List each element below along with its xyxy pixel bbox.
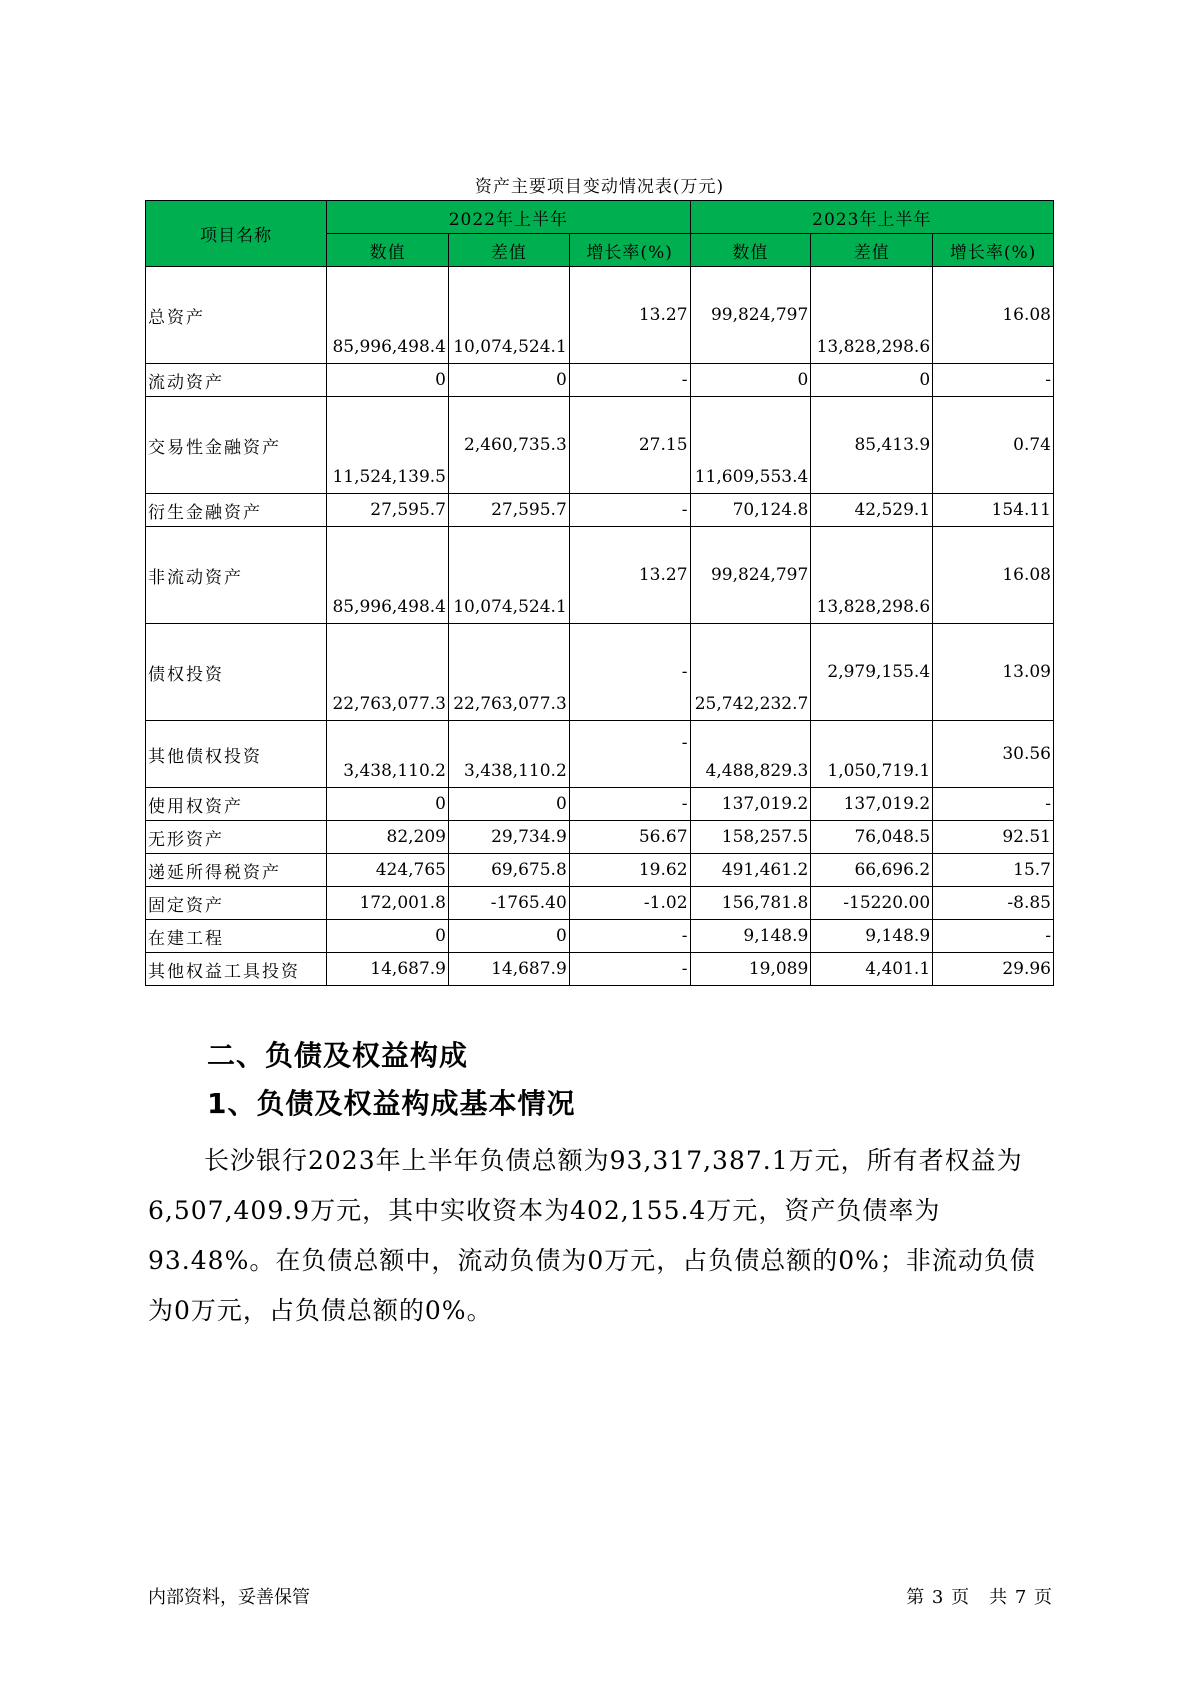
table-caption: 资产主要项目变动情况表(万元) — [474, 177, 725, 197]
row-name: 债权投资 — [146, 624, 327, 721]
cell-growth-2022: - — [569, 494, 690, 527]
cell-diff-2022: 0 — [449, 364, 570, 397]
cell-value-2022: 172,001.8 — [327, 887, 449, 920]
table-row — [146, 721, 1054, 788]
cell-diff-2022: 22,763,077.3 — [449, 624, 570, 721]
cell-diff-2022: -1765.40 — [449, 887, 570, 920]
cell-value-2022: 14,687.9 — [327, 953, 449, 986]
cell-diff-2023: 42,529.1 — [811, 494, 933, 527]
cell-diff-2022: 27,595.7 — [449, 494, 570, 527]
cell-value-2023: 70,124.8 — [690, 494, 811, 527]
cell-diff-2023: 137,019.2 — [811, 788, 933, 821]
table-row — [146, 494, 1054, 527]
table-row — [146, 397, 1054, 494]
cell-diff-2023: 66,696.2 — [811, 854, 933, 887]
cell-growth-2023: 13.09 — [933, 624, 1054, 721]
cell-growth-2022: - — [569, 624, 690, 721]
cell-value-2023: 9,148.9 — [690, 920, 811, 953]
cell-growth-2023: -8.85 — [933, 887, 1054, 920]
cell-value-2022: 27,595.7 — [327, 494, 449, 527]
subsection-heading: 1、负债及权益构成基本情况 — [207, 1087, 576, 1120]
cell-diff-2022: 0 — [449, 920, 570, 953]
cell-value-2022: 85,996,498.4 — [327, 527, 449, 624]
cell-growth-2022: 13.27 — [569, 527, 690, 624]
cell-diff-2023: 13,828,298.6 — [811, 267, 933, 364]
table-row — [146, 267, 1054, 364]
cell-diff-2022: 2,460,735.3 — [449, 397, 570, 494]
table-row — [146, 920, 1054, 953]
table-row — [146, 953, 1054, 986]
header-growth-2022: 增长率(%) — [569, 234, 690, 267]
cell-value-2022: 0 — [327, 920, 449, 953]
cell-growth-2022: 27.15 — [569, 397, 690, 494]
row-name: 在建工程 — [146, 920, 327, 953]
cell-diff-2022: 0 — [449, 788, 570, 821]
cell-value-2023: 491,461.2 — [690, 854, 811, 887]
header-period-2022: 2022年上半年 — [327, 201, 690, 234]
cell-diff-2023: 2,979,155.4 — [811, 624, 933, 721]
header-period-2023: 2023年上半年 — [690, 201, 1053, 234]
cell-value-2022: 0 — [327, 364, 449, 397]
row-name: 无形资产 — [146, 821, 327, 854]
cell-growth-2022: 56.67 — [569, 821, 690, 854]
cell-diff-2022: 3,438,110.2 — [449, 721, 570, 788]
cell-diff-2023: 4,401.1 — [811, 953, 933, 986]
cell-growth-2023: 29.96 — [933, 953, 1054, 986]
table-row — [146, 854, 1054, 887]
row-name: 交易性金融资产 — [146, 397, 327, 494]
row-name: 总资产 — [146, 267, 327, 364]
cell-diff-2022: 29,734.9 — [449, 821, 570, 854]
cell-value-2022: 11,524,139.5 — [327, 397, 449, 494]
cell-diff-2023: 1,050,719.1 — [811, 721, 933, 788]
cell-growth-2023: - — [933, 920, 1054, 953]
cell-value-2022: 82,209 — [327, 821, 449, 854]
cell-value-2023: 156,781.8 — [690, 887, 811, 920]
row-name: 固定资产 — [146, 887, 327, 920]
cell-growth-2023: 15.7 — [933, 854, 1054, 887]
cell-value-2022: 0 — [327, 788, 449, 821]
table-row — [146, 624, 1054, 721]
header-growth-2023: 增长率(%) — [933, 234, 1054, 267]
cell-growth-2022: 19.62 — [569, 854, 690, 887]
cell-value-2023: 99,824,797 — [690, 267, 811, 364]
cell-growth-2022: - — [569, 920, 690, 953]
assets-change-table — [145, 200, 1054, 986]
cell-diff-2023: 13,828,298.6 — [811, 527, 933, 624]
cell-diff-2023: -15220.00 — [811, 887, 933, 920]
cell-growth-2022: 13.27 — [569, 267, 690, 364]
cell-growth-2023: 16.08 — [933, 527, 1054, 624]
cell-growth-2023: 16.08 — [933, 267, 1054, 364]
cell-value-2023: 99,824,797 — [690, 527, 811, 624]
header-diff-2023: 差值 — [811, 234, 933, 267]
cell-value-2022: 424,765 — [327, 854, 449, 887]
cell-diff-2022: 10,074,524.1 — [449, 527, 570, 624]
cell-growth-2023: 30.56 — [933, 721, 1054, 788]
header-diff-2022: 差值 — [449, 234, 570, 267]
cell-growth-2022: - — [569, 788, 690, 821]
cell-diff-2023: 85,413.9 — [811, 397, 933, 494]
body-paragraph: 长沙银行2023年上半年负债总额为93,317,387.1万元，所有者权益为6,507,409.9万元，其中实收资本为402,155.4万元，资产负债率为93.48%。在负债总额中，流动负债为0万元，占负债总额的0%；非流动负债为0万元，占负债总额的0%。 — [148, 1146, 1036, 1325]
table-row — [146, 788, 1054, 821]
cell-value-2023: 137,019.2 — [690, 788, 811, 821]
cell-growth-2023: 154.11 — [933, 494, 1054, 527]
cell-growth-2023: - — [933, 788, 1054, 821]
row-name: 流动资产 — [146, 364, 327, 397]
cell-growth-2022: - — [569, 953, 690, 986]
cell-diff-2023: 9,148.9 — [811, 920, 933, 953]
cell-value-2023: 19,089 — [690, 953, 811, 986]
cell-value-2023: 25,742,232.7 — [690, 624, 811, 721]
cell-diff-2022: 69,675.8 — [449, 854, 570, 887]
cell-value-2023: 0 — [690, 364, 811, 397]
table-row — [146, 887, 1054, 920]
cell-value-2023: 11,609,553.4 — [690, 397, 811, 494]
row-name: 使用权资产 — [146, 788, 327, 821]
header-item-name: 项目名称 — [146, 201, 327, 267]
row-name: 递延所得税资产 — [146, 854, 327, 887]
footer-page-number: 第 3 页 共 7 页 — [906, 1587, 1053, 1608]
cell-diff-2023: 0 — [811, 364, 933, 397]
cell-growth-2022: - — [569, 364, 690, 397]
section-heading: 二、负债及权益构成 — [207, 1039, 469, 1072]
cell-growth-2022: -1.02 — [569, 887, 690, 920]
cell-diff-2023: 76,048.5 — [811, 821, 933, 854]
row-name: 其他权益工具投资 — [146, 953, 327, 986]
table-row — [146, 364, 1054, 397]
cell-growth-2023: 0.74 — [933, 397, 1054, 494]
cell-value-2023: 4,488,829.3 — [690, 721, 811, 788]
cell-value-2022: 22,763,077.3 — [327, 624, 449, 721]
header-value-2023: 数值 — [690, 234, 811, 267]
cell-value-2022: 85,996,498.4 — [327, 267, 449, 364]
cell-diff-2022: 14,687.9 — [449, 953, 570, 986]
cell-growth-2023: - — [933, 364, 1054, 397]
row-name: 非流动资产 — [146, 527, 327, 624]
cell-value-2023: 158,257.5 — [690, 821, 811, 854]
cell-growth-2023: 92.51 — [933, 821, 1054, 854]
row-name: 其他债权投资 — [146, 721, 327, 788]
cell-diff-2022: 10,074,524.1 — [449, 267, 570, 364]
footer-confidential-note: 内部资料，妥善保管 — [148, 1587, 310, 1608]
header-value-2022: 数值 — [327, 234, 449, 267]
cell-growth-2022: - — [569, 721, 690, 788]
table-row — [146, 821, 1054, 854]
table-row — [146, 527, 1054, 624]
row-name: 衍生金融资产 — [146, 494, 327, 527]
cell-value-2022: 3,438,110.2 — [327, 721, 449, 788]
